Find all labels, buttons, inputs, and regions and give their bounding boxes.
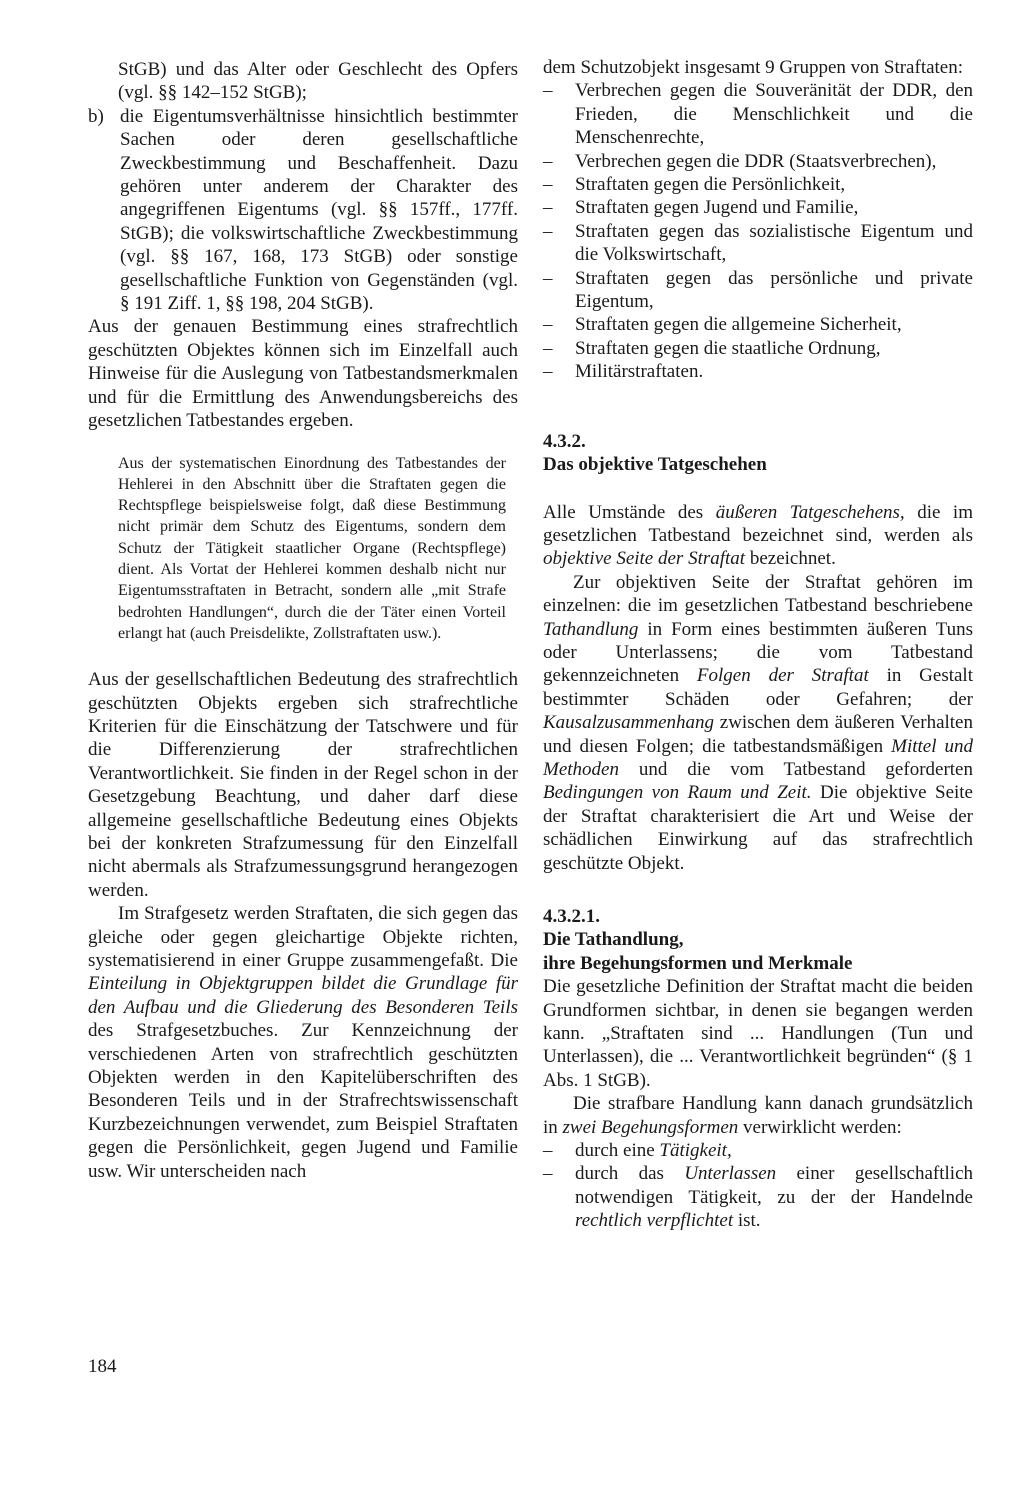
- paragraph: Die gesetzliche Definition der Straftat macht die beiden Grundformen sichtbar, in denen sie begangen werden kann. „Straftaten sind ... Handlungen (Tun und Unterlassen), die ... Verantwortlichkeit begründen“ (§ 1 Abs. 1 StGB).: [543, 976, 973, 1091]
- list-marker: b): [88, 105, 104, 127]
- text-run: und die vom Tatbestand geforderten: [618, 758, 973, 780]
- offense-group-item: [543, 313, 973, 336]
- offense-group-item: [543, 267, 973, 314]
- text-run: durch das: [575, 1163, 685, 1185]
- offense-group-item: [543, 79, 973, 149]
- text-run: Im Strafgesetz werden Straftaten, die sich gegen das gleiche oder gegen gleichartige Objekte richten, systematisierend in einer Gruppe zusammengefaßt. Die: [88, 903, 518, 972]
- emphasis: Bedingungen von Raum und Zeit.: [543, 782, 812, 804]
- offense-group-item: [543, 337, 973, 360]
- offense-group-item: [543, 173, 973, 196]
- offense-group-item: [543, 220, 973, 267]
- left-column: [88, 58, 518, 1183]
- page-number: 184: [88, 1356, 117, 1377]
- emphasis: Tathandlung: [543, 618, 639, 640]
- text-run: in Gestalt bestimmter Schäden oder Gefahren; der: [543, 665, 973, 710]
- paragraph: [88, 902, 518, 1183]
- section-title: Die Tathandlung,: [543, 929, 684, 951]
- list-dash: –: [543, 1140, 553, 1162]
- section-heading-4-3-2: [543, 430, 973, 477]
- emphasis: Tätigkeit,: [659, 1140, 732, 1162]
- emphasis: Unterlassen: [684, 1163, 777, 1185]
- right-column: [543, 56, 973, 1233]
- text-run: die im gesetzlichen Tatbestand bezeichnet sind, werden als: [543, 501, 973, 546]
- offense-group-text: Verbrechen gegen die Souveränität der DDR, den Frieden, die Menschlichkeit und die Menschenrechte,: [575, 80, 973, 149]
- emphasis: objektive Seite der Straftat: [543, 548, 746, 570]
- paragraph: dem Schutzobjekt insgesamt 9 Gruppen von Straftaten:: [543, 57, 964, 78]
- emphasis: Folgen der Straftat: [696, 665, 869, 687]
- emphasis: rechtlich verpflichtet: [575, 1210, 734, 1232]
- text-run: in Form eines bestimmten äußeren Tuns oder Unterlassens; die vom Tatbestand gekennzeichneten: [543, 618, 973, 687]
- list-item-b: [88, 105, 518, 316]
- list-dash: –: [543, 174, 553, 196]
- text-run: Alle Umstände des: [543, 501, 716, 523]
- text-run: einer gesellschaftlich notwendigen Tätigkeit, zu der der Handelnde: [575, 1163, 973, 1208]
- text-run: Die objektive Seite der Straftat charakterisiert die Art und Weise der schädlichen Einwirkung auf das strafrechtlich geschützte Objekt.: [543, 782, 973, 874]
- section-number: 4.3.2.: [543, 430, 586, 452]
- list-item-text: [575, 1139, 973, 1162]
- offense-group-text: Verbrechen gegen die DDR (Staatsverbrechen),: [575, 150, 937, 172]
- paragraph: Aus der genauen Bestimmung eines strafrechtlich geschützten Objektes können sich im Einzelfall auch Hinweise für die Auslegung von Tatbestandsmerkmalen und für die Ermittlung des Anwendungsbereichs des gesetzlichen Tatbestandes ergeben.: [88, 316, 518, 432]
- paragraph: [543, 1092, 973, 1139]
- text-run: des Strafgesetzbuches. Zur Kennzeichnung der verschiedenen Arten von strafrechtlich geschützten Objekten werden in den Kapitelüberschriften des Besonderen Teils und in der Strafrechtswissenschaft Kurzbezeichnungen verwendet, zum Beispiel Straftaten gegen die Persönlichkeit, gegen Jugend und Familie usw. Wir unterscheiden nach: [88, 1020, 518, 1182]
- list-item: [543, 1162, 973, 1232]
- text-run: Zur objektiven Seite der Straftat gehören im einzelnen: die im gesetzlichen Tatbestand beschriebene: [543, 571, 973, 617]
- section-heading-4-3-2-1: [543, 905, 973, 975]
- list-dash: –: [543, 197, 553, 219]
- offense-groups-list: [543, 79, 973, 383]
- offense-group-item: [543, 150, 973, 173]
- list-dash: –: [543, 267, 553, 289]
- paragraph-continuation: StGB) und das Alter oder Geschlecht des Opfers (vgl. §§ 142–152 StGB);: [118, 59, 518, 104]
- text-run: durch eine: [575, 1140, 660, 1162]
- text-run: ist.: [733, 1210, 761, 1232]
- offense-group-item: [543, 360, 973, 383]
- list-dash: –: [543, 80, 553, 102]
- list-dash: –: [543, 314, 553, 336]
- list-item-text: die Eigentumsverhältnisse hinsichtlich bestimmter Sachen oder deren gesellschaftliche Zweckbestimmung und Beschaffenheit. Dazu gehören unter anderem der Charakter des angegriffenen Eigentums (vgl. §§ 157ff., 177ff. StGB); die volkswirtschaftliche Zweckbestimmung (vgl. §§ 167, 168, 173 StGB) oder sonstige gesellschaftliche Funktion von Gegenständen (vgl. § 191 Ziff. 1, §§ 198, 204 StGB).: [120, 105, 518, 315]
- offense-group-text: Straftaten gegen die staatliche Ordnung,: [575, 337, 881, 359]
- emphasis: Einteilung in Objektgruppen bildet die Grundlage für den Aufbau und die Gliederung des Besonderen Teils: [88, 973, 518, 1018]
- emphasis: zwei Begehungsformen: [562, 1116, 739, 1138]
- text-run: zwischen dem äußeren Verhalten und diesen Folgen; die tatbestandsmäßigen: [543, 712, 973, 757]
- offense-group-text: Straftaten gegen die allgemeine Sicherheit,: [575, 314, 902, 336]
- offense-group-text: Straftaten gegen das persönliche und private Eigentum,: [575, 267, 973, 313]
- text-run: bezeichnet.: [745, 548, 836, 570]
- offense-group-text: Straftaten gegen Jugend und Familie,: [575, 197, 859, 219]
- list-item: [543, 1139, 973, 1162]
- list-dash: –: [543, 150, 553, 172]
- emphasis: äußeren Tatgeschehens,: [715, 501, 905, 523]
- section-number: 4.3.2.1.: [543, 906, 600, 927]
- text-run: verwirklicht werden:: [738, 1116, 902, 1138]
- list-dash: –: [543, 337, 553, 359]
- paragraph: [543, 501, 973, 571]
- offense-group-text: Straftaten gegen die Persönlichkeit,: [575, 174, 846, 196]
- section-title-line-2: ihre Begehungsformen und Merkmale: [543, 952, 853, 974]
- offense-group-text: Straftaten gegen das sozialistische Eigentum und die Volkswirtschaft,: [575, 220, 973, 266]
- emphasis: Kausalzusammenhang: [543, 712, 715, 734]
- section-title: Das objektive Tatgeschehen: [543, 454, 767, 476]
- text-run: Die strafbare Handlung kann danach grundsätzlich in: [543, 1093, 973, 1138]
- paragraph: [543, 571, 973, 875]
- example-note: Aus der systematischen Einordnung des Tatbestandes der Hehlerei in den Abschnitt über die Straftaten gegen die Rechtspflege beispielsweise folgt, daß diese Bestimmung nicht primär dem Schutz des Eigentums, sondern dem Schutz der Tätigkeit staatlicher Organe (Rechtspflege) dient. Als Vortat der Hehlerei kommen deshalb nicht nur Eigentumsstraftaten in Betracht, sondern alle „mit Strafe bedrohten Handlungen“, durch die der Täter einen Vorteil erlangt hat (auch Preisdelikte, Zollstraftaten usw.).: [118, 454, 506, 642]
- paragraph: Aus der gesellschaftlichen Bedeutung des strafrechtlich geschützten Objekts ergeben sich strafrechtliche Kriterien für die Einschätzung der Tatschwere und für die Differenzierung der strafrechtlichen Verantwortlichkeit. Sie finden in der Regel schon in der Gesetzgebung Beachtung, und daher darf diese allgemeine gesellschaftliche Bedeutung eines Objekts bei der konkreten Strafzumessung für den Einzelfall nicht abermals als Strafzumessungsgrund herangezogen werden.: [88, 669, 518, 901]
- emphasis: Mittel und Methoden: [543, 735, 973, 780]
- offense-group-text: Militärstraftaten.: [575, 361, 704, 383]
- list-dash: –: [543, 220, 553, 242]
- offense-group-item: [543, 196, 973, 219]
- list-item-text: [575, 1162, 973, 1232]
- list-dash: –: [543, 361, 553, 383]
- list-dash: –: [543, 1163, 553, 1185]
